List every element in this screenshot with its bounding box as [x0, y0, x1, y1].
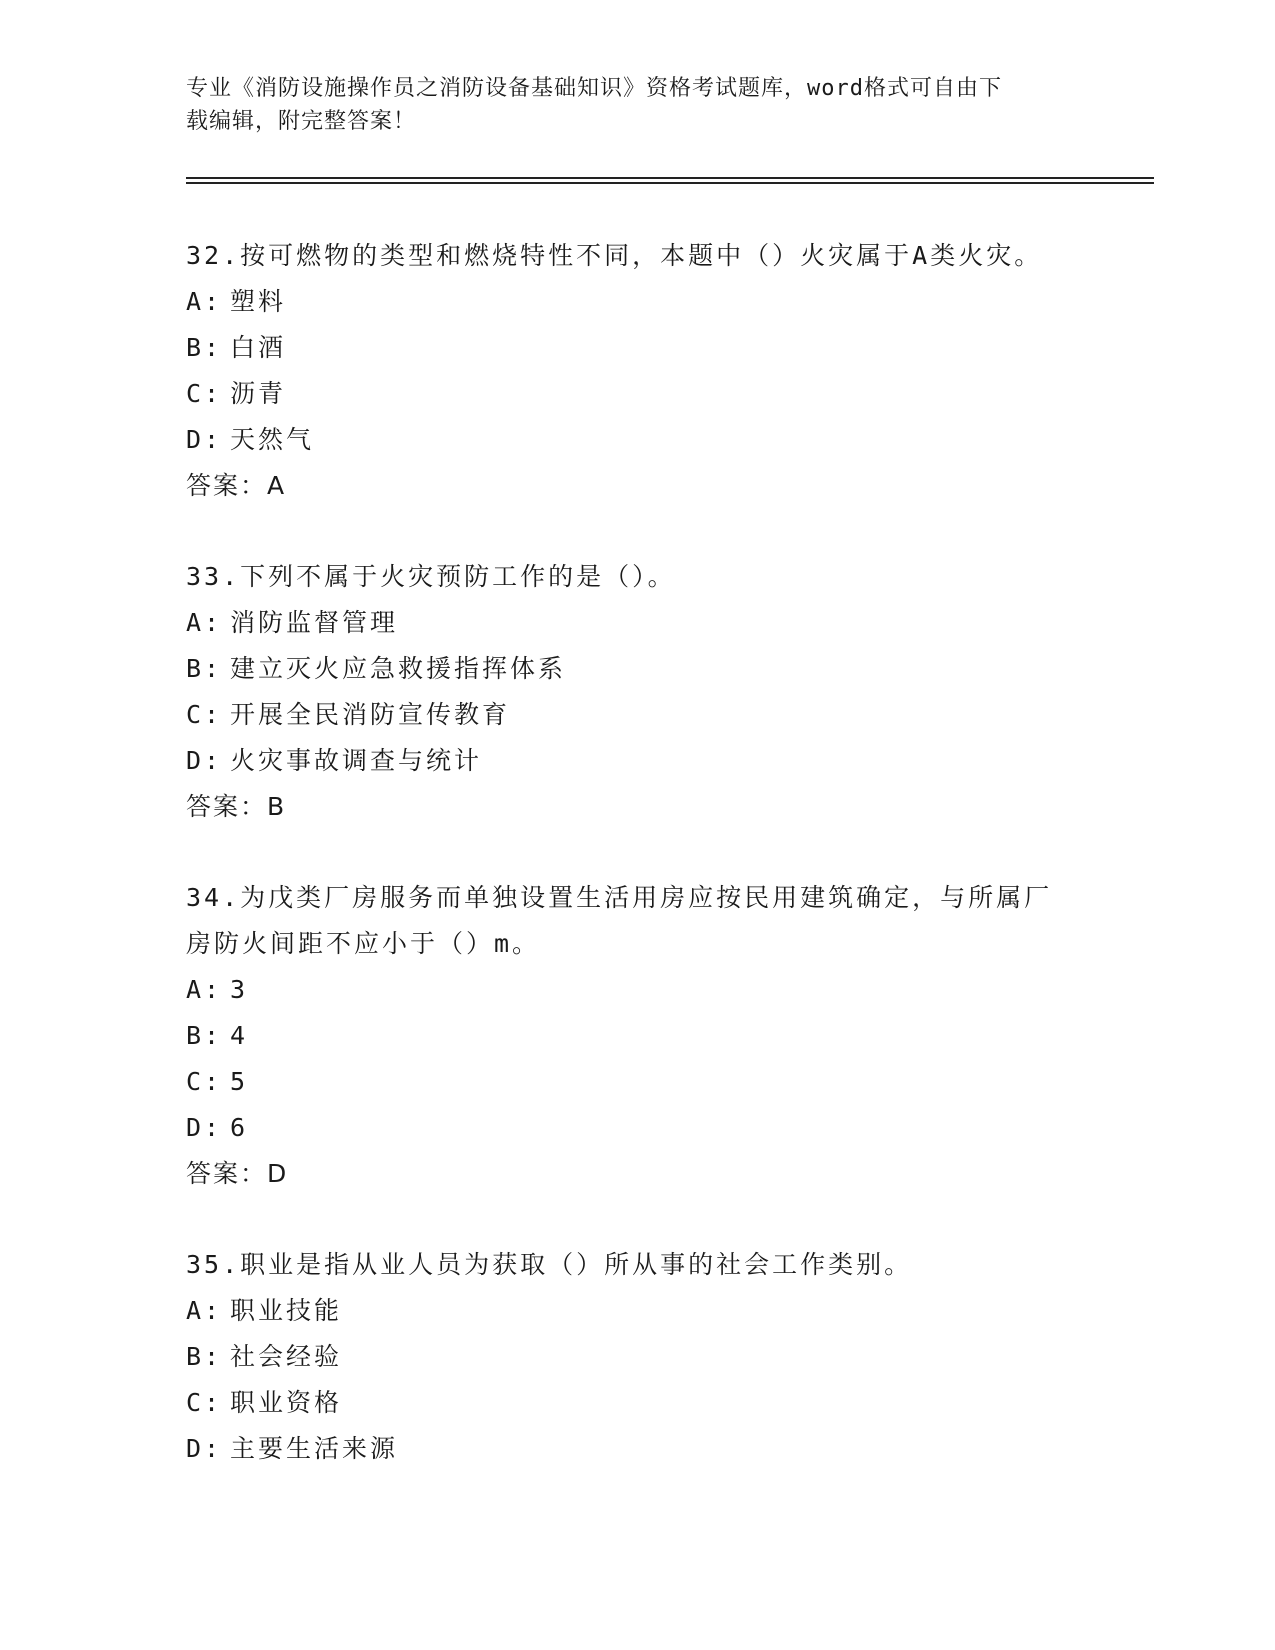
option-b — [186, 1334, 1086, 1380]
option-text: 白酒 — [230, 333, 287, 362]
option-text: 开展全民消防宣传教育 — [230, 700, 511, 729]
option-key: B: — [186, 1021, 223, 1050]
option-a — [186, 967, 1086, 1013]
option-d — [186, 417, 1086, 463]
question-stem-line-1: 34.为戊类厂房服务而单独设置生活用房应按民用建筑确定，与所属厂 — [186, 883, 1053, 912]
option-key: B: — [186, 654, 223, 683]
question-stem: 35.职业是指从业人员为获取（）所从事的社会工作类别。 — [186, 1250, 913, 1279]
answer-label: 答案：B — [186, 792, 287, 821]
question-stem-line-2: 房防火间距不应小于（）m。 — [186, 929, 541, 958]
option-c — [186, 1380, 1086, 1426]
option-key: A: — [186, 1296, 223, 1325]
option-key: C: — [186, 379, 223, 408]
question-33 — [186, 554, 1086, 830]
header-divider-top — [186, 177, 1154, 179]
option-text: 5 — [230, 1067, 249, 1096]
option-a — [186, 600, 1086, 646]
question-35 — [186, 1242, 1086, 1472]
answer-label: 答案：A — [186, 471, 287, 500]
option-key: A: — [186, 287, 223, 316]
option-key: A: — [186, 608, 223, 637]
header-divider-bottom — [186, 182, 1154, 184]
option-text: 主要生活来源 — [230, 1434, 399, 1463]
option-text: 建立灭火应急救援指挥体系 — [230, 654, 567, 683]
option-text: 火灾事故调查与统计 — [230, 746, 483, 775]
option-text: 塑料 — [230, 287, 287, 316]
option-c — [186, 692, 1086, 738]
option-text: 3 — [230, 975, 249, 1004]
option-d — [186, 738, 1086, 784]
option-key: D: — [186, 1113, 223, 1142]
question-stem: 33.下列不属于火灾预防工作的是（）。 — [186, 562, 676, 591]
option-key: D: — [186, 425, 223, 454]
option-a — [186, 1288, 1086, 1334]
question-stem: 32.按可燃物的类型和燃烧特性不同，本题中（）火灾属于A类火灾。 — [186, 241, 1043, 270]
question-34 — [186, 875, 1086, 1197]
option-text: 天然气 — [230, 425, 315, 454]
option-a — [186, 279, 1086, 325]
option-d — [186, 1426, 1086, 1472]
option-text: 消防监督管理 — [230, 608, 399, 637]
option-key: C: — [186, 1388, 223, 1417]
option-key: B: — [186, 1342, 223, 1371]
option-c — [186, 371, 1086, 417]
option-key: D: — [186, 746, 223, 775]
document-header — [186, 72, 1066, 138]
option-text: 4 — [230, 1021, 249, 1050]
option-text: 6 — [230, 1113, 249, 1142]
header-line-1: 专业《消防设施操作员之消防设备基础知识》资格考试题库，word格式可自由下 — [186, 76, 1002, 101]
option-text: 沥青 — [230, 379, 287, 408]
option-text: 职业技能 — [230, 1296, 343, 1325]
option-key: B: — [186, 333, 223, 362]
option-c — [186, 1059, 1086, 1105]
option-text: 职业资格 — [230, 1388, 343, 1417]
option-d — [186, 1105, 1086, 1151]
question-32 — [186, 233, 1086, 509]
header-line-2: 载编辑，附完整答案！ — [186, 109, 417, 134]
option-key: D: — [186, 1434, 223, 1463]
option-b — [186, 1013, 1086, 1059]
answer-label: 答案：D — [186, 1159, 289, 1188]
option-b — [186, 646, 1086, 692]
option-key: C: — [186, 700, 223, 729]
option-b — [186, 325, 1086, 371]
option-text: 社会经验 — [230, 1342, 343, 1371]
option-key: C: — [186, 1067, 223, 1096]
option-key: A: — [186, 975, 223, 1004]
